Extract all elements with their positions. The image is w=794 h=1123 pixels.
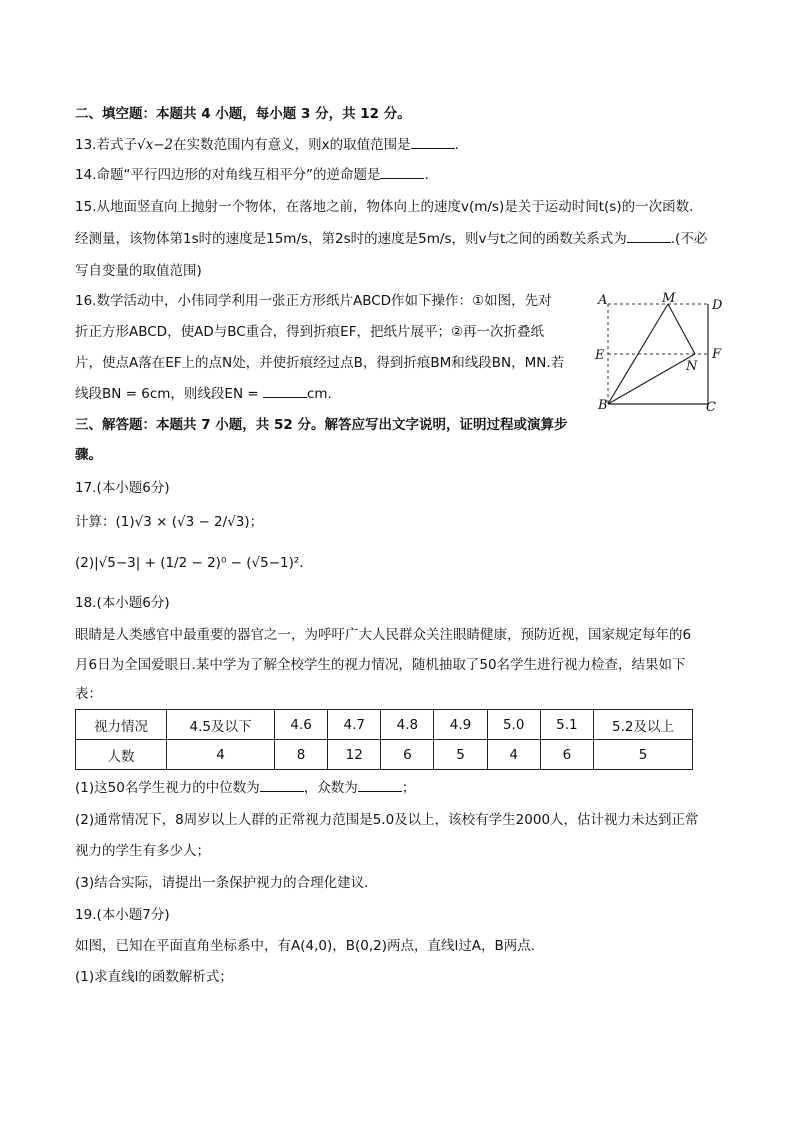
q16-text: 线段BN = 6cm，则线段EN = bbox=[75, 386, 263, 402]
fig-label-n: N bbox=[686, 359, 698, 374]
fig-label-d: D bbox=[712, 298, 723, 313]
q16-answer-blank[interactable] bbox=[263, 385, 307, 398]
q16-line2: 折正方形ABCD，使AD与BC重合，得到折痕EF，把纸片展平；②再一次折叠纸 bbox=[75, 324, 545, 340]
q13-end: . bbox=[454, 137, 459, 153]
q18-sub1 bbox=[75, 779, 415, 797]
table-row bbox=[76, 740, 693, 770]
table-cell: 6 bbox=[540, 740, 593, 770]
q13-text-post: 在实数范围内有意义，则x的取值范围是 bbox=[173, 137, 411, 153]
q18-sub1-mode: ，众数为 bbox=[303, 780, 358, 796]
table-cell: 4.6 bbox=[275, 710, 328, 740]
q14-end: . bbox=[424, 167, 429, 183]
q18-sub2-line1: (2)通常情况下，8周岁以上人群的正常视力范围是5.0及以上，该校有学生2000人，估计视力未达到正常 bbox=[75, 812, 699, 828]
q17-title: 17.(本小题6分) bbox=[75, 480, 170, 496]
table-cell: 5 bbox=[594, 740, 693, 770]
q18-line1: 眼睛是人类感官中最重要的器官之一，为呼吁广大人民群众关注眼睛健康，预防近视，国家规定每年的6 bbox=[75, 627, 692, 643]
q18-title: 18.(本小题6分) bbox=[75, 595, 170, 611]
table-cell: 8 bbox=[275, 740, 328, 770]
fig-line-mn bbox=[668, 304, 695, 354]
q15-line3: 写自变量的取值范围) bbox=[75, 263, 202, 279]
section2-heading: 二、填空题：本题共 4 小题，每小题 3 分，共 12 分。 bbox=[75, 106, 411, 122]
q15-note: .(不必 bbox=[670, 231, 708, 247]
q15-line1: 15.从地面竖直向上抛射一个物体，在落地之前，物体向上的速度v(m/s)是关于运动时间t(s)的一次函数. bbox=[75, 199, 694, 215]
q19-sub1: (1)求直线l的函数解析式； bbox=[75, 969, 233, 985]
section3-heading-line2: 骤。 bbox=[75, 447, 102, 463]
fig-label-a: A bbox=[598, 293, 608, 308]
q14-text: 14.命题“平行四边形的对角线互相平分”的逆命题是 bbox=[75, 167, 381, 183]
table-cell: 视力情况 bbox=[76, 710, 167, 740]
fig-label-b: B bbox=[598, 398, 608, 413]
fig-label-c: C bbox=[706, 400, 716, 415]
q15-text: 经测量，该物体第1s时的速度是15m/s，第2s时的速度是5m/s，则v与t之间的函数关系式为 bbox=[75, 231, 627, 247]
q15-line2 bbox=[75, 230, 707, 248]
q18-line3: 表： bbox=[75, 686, 102, 702]
table-cell: 5.1 bbox=[540, 710, 593, 740]
table-cell: 4.9 bbox=[434, 710, 487, 740]
q18-mode-blank[interactable] bbox=[358, 779, 402, 792]
table-cell: 4.8 bbox=[381, 710, 434, 740]
table-cell: 4.7 bbox=[328, 710, 381, 740]
question-13 bbox=[75, 136, 459, 154]
fig-line-bn bbox=[608, 354, 695, 404]
table-cell: 4 bbox=[167, 740, 275, 770]
square-folding-figure bbox=[590, 288, 730, 416]
table-cell: 5 bbox=[434, 740, 487, 770]
q13-expr: √x−2 bbox=[136, 137, 174, 153]
table-cell: 5.2及以上 bbox=[594, 710, 693, 740]
q15-answer-blank[interactable] bbox=[627, 230, 671, 243]
q19-title: 19.(本小题7分) bbox=[75, 907, 170, 923]
table-cell: 6 bbox=[381, 740, 434, 770]
table-row bbox=[76, 710, 693, 740]
section3-heading-line1: 三、解答题：本题共 7 小题，共 52 分。解答应写出文字说明，证明过程或演算步 bbox=[75, 417, 568, 433]
q17-part1: 计算：(1)√3 × (√3 − 2/√3)； bbox=[75, 514, 264, 530]
table-cell: 12 bbox=[328, 740, 381, 770]
vision-table bbox=[75, 709, 693, 770]
fig-label-f: F bbox=[712, 347, 722, 362]
q16-unit: cm. bbox=[306, 386, 332, 402]
table-cell: 人数 bbox=[76, 740, 167, 770]
q18-median-blank[interactable] bbox=[260, 779, 304, 792]
q17-part2: (2)|√5−3| + (1/2 − 2)⁰ − (√5−1)². bbox=[75, 555, 304, 571]
question-14 bbox=[75, 166, 429, 184]
q14-answer-blank[interactable] bbox=[380, 166, 424, 179]
q13-text-pre: 13.若式子 bbox=[75, 137, 137, 153]
fig-label-e: E bbox=[595, 348, 605, 363]
q18-sub2-line2: 视力的学生有多少人； bbox=[75, 843, 210, 859]
q18-line2: 月6日为全国爱眼日.某中学为了解全校学生的视力情况，随机抽取了50名学生进行视力检查，结果如下 bbox=[75, 657, 686, 673]
table-cell: 5.0 bbox=[487, 710, 540, 740]
table-cell: 4 bbox=[487, 740, 540, 770]
q19-line1: 如图，已知在平面直角坐标系中，有A(4,0)，B(0,2)两点，直线l过A，B两点. bbox=[75, 938, 536, 954]
q16-line1: 16.数学活动中，小伟同学利用一张正方形纸片ABCD作如下操作：①如图，先对 bbox=[75, 293, 552, 309]
q16-line3: 片，使点A落在EF上的点N处，并使折痕经过点B，得到折痕BM和线段BN，MN.若 bbox=[75, 355, 565, 371]
q13-answer-blank[interactable] bbox=[411, 136, 455, 149]
q18-sub1-end: ； bbox=[401, 780, 416, 796]
q18-sub3: (3)结合实际，请提出一条保护视力的合理化建议. bbox=[75, 875, 369, 891]
q18-sub1-text: (1)这50名学生视力的中位数为 bbox=[75, 780, 260, 796]
fig-label-m: M bbox=[662, 291, 676, 306]
q16-line4 bbox=[75, 385, 332, 403]
table-cell: 4.5及以下 bbox=[167, 710, 275, 740]
